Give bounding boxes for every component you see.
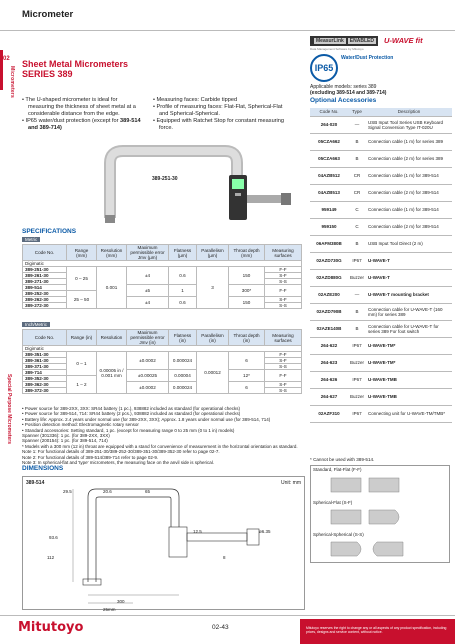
accessory-code: 264-020 (310, 116, 348, 133)
accessory-type: IP67 (348, 252, 366, 269)
accessory-row (310, 269, 452, 286)
dimension-label: 12.5 (193, 529, 202, 534)
accessory-desc: U-WAVE-T (366, 269, 452, 286)
note-line: * Models with a 300 mm (12 in) throat are equipped with a stand for convenience of measurement in the horizontal orientation as standard. (22, 443, 298, 449)
accessory-code: 02AZD730G (310, 252, 348, 269)
accessory-code: 02AZD880G (310, 269, 348, 286)
table-row: 389-272-30 S-S (23, 303, 302, 309)
accessory-code: 02AZE200 (310, 286, 348, 303)
metric-header-row (23, 245, 302, 261)
accessory-type: Buzzer (348, 269, 366, 286)
accessory-type: IP67 (348, 405, 366, 422)
accessory-type: B (348, 150, 366, 167)
face-label: Spherical-Spherical (S-S) (313, 532, 364, 537)
accessory-row (310, 116, 452, 133)
feature-item: • IP65 water/dust protection (except for 389-514 and 389-714) (22, 118, 141, 131)
page-header-title: Micrometer (22, 9, 74, 20)
ip-protection-note: Water/Dust Protection (341, 55, 394, 61)
accessory-row (310, 337, 452, 354)
accessory-type: B (348, 303, 366, 320)
inch-metric-tag: Inch/Metric (22, 322, 50, 327)
accessory-type: — (348, 116, 366, 133)
column-header: Maximum permissible error Jmv (in) (127, 330, 169, 346)
accessory-code: 264-623 (310, 354, 348, 371)
accessory-type: Buzzer (348, 388, 366, 405)
column-header: Range (mm) (67, 245, 97, 261)
features-right (153, 97, 293, 132)
dimension-label: 93.6 (49, 535, 58, 540)
metric-tag: Metric (22, 237, 40, 242)
column-header: Flatness (µm) (169, 245, 197, 261)
sidebar-label-top: Micrometers (9, 66, 15, 98)
accessory-row (310, 133, 452, 150)
accessory-desc: U-WAVE-T (366, 252, 452, 269)
note-line: • Position detection method: Electromagnetic rotary sensor (22, 422, 139, 428)
feature-item: • Equipped with Ratchet Stop for constant measuring force. (153, 118, 285, 131)
table-row: 389-262-30 ±4 0.6 150 S-F (23, 297, 302, 303)
accessory-row (310, 286, 452, 303)
face-label: Spherical-Flat (S-F) (313, 500, 353, 505)
note-line: • Power source for 389-2XX, 3XX: SR44 battery (1 pc.), 938882 included as standard (for operational checks) (22, 406, 240, 411)
accessory-desc: U-WAVE-TM* (366, 354, 452, 371)
dimensions-figure (22, 476, 305, 610)
accessory-type: Buzzer (348, 354, 366, 371)
table-row: 389-352-30 1 – 2 (23, 376, 302, 382)
dimension-label: 25mm (103, 607, 116, 612)
column-header: Code No. (23, 330, 67, 346)
accessory-desc: Connecting unit for U-WAVE-TM/TMB* (366, 405, 452, 422)
accessory-type: — (348, 286, 366, 303)
accessory-type: C (348, 201, 366, 218)
sidebar-page-number: 02 (3, 56, 10, 62)
note-line: Note 1: For functional details of 389-251-30/389-252-30/389-351-30/389-352-30 refer to page 02-7. (22, 449, 220, 455)
accessory-desc: Connection cable (1 m) for 389-514 (366, 201, 452, 218)
table-row: 389-251-30 0 – 25 0.001 ±4 0.6 3 150 F-F (23, 267, 302, 273)
column-header: Flatness (in) (169, 330, 197, 346)
accessory-desc: Connection cable (2 m) for series 389 (366, 150, 452, 167)
dimension-label: 20.6 (103, 489, 112, 494)
accessory-row (310, 252, 452, 269)
column-header: Parallelism (in) (197, 330, 229, 346)
accessory-row (310, 354, 452, 371)
digimatic-label: Digimatic (23, 261, 302, 267)
accessories-footnote: * Cannot be used with 389-514. (310, 457, 375, 462)
column-header: Resolution (97, 330, 127, 346)
column-header: Measuring surfaces (265, 330, 302, 346)
footer-disclaimer: Mitutoyo reserves the right to change any or all aspects of any product specification, including prices, designs and service content, without notice. (306, 626, 447, 634)
accessory-code: 05CZA662 (310, 133, 348, 150)
page-number: 02-43 (212, 624, 229, 631)
accessory-code: 959150 (310, 218, 348, 235)
accessory-row (310, 167, 452, 184)
note-line: Note 3: In spherical-flat and 'type' micrometers, the measuring face on the anvil side is spherical. (22, 460, 215, 466)
inch-spec-table (22, 329, 302, 394)
accessory-code: 05CZA663 (310, 150, 348, 167)
accessories-table (310, 108, 452, 423)
accessory-type: C (348, 218, 366, 235)
table-row: 389-271-30 S-S (23, 279, 302, 285)
accessory-row (310, 235, 452, 252)
accessory-code: 264-622 (310, 337, 348, 354)
mitutoyo-logo: Mitutoyo (18, 620, 84, 635)
digimatic-label: Digimatic (23, 346, 302, 352)
column-header: Parallelism (µm) (197, 245, 229, 261)
product-image-caption: 389-251-30 (152, 176, 178, 182)
dimensions-title: DIMENSIONS (22, 465, 64, 472)
product-image (75, 143, 305, 228)
dimension-label: 65 (145, 489, 151, 494)
specifications-title: SPECIFICATIONS (22, 228, 77, 235)
accessory-desc: U-WAVE-TMB (366, 388, 452, 405)
accessory-row (310, 320, 452, 337)
accessory-desc: Connection cable (2 m) for 389-514 (366, 218, 452, 235)
accessory-code: 04AZB512 (310, 167, 348, 184)
accessory-code: 959149 (310, 201, 348, 218)
accessory-row (310, 303, 452, 320)
note-line: • Standard accessories: Setting standard, 1 pc. (except for measuring range 0 to 25 mm (0 to 1 in) models) (22, 427, 235, 433)
dimension-label: 29.5 (63, 489, 72, 494)
dimension-label: 8 (223, 555, 226, 560)
column-header: Throat depth (mm) (229, 245, 265, 261)
ip65-icon: IP65 (310, 54, 338, 82)
column-header: Measuring surfaces (265, 245, 302, 261)
accessory-type: B (348, 320, 366, 337)
page-title (22, 59, 128, 79)
accessory-row (310, 388, 452, 405)
footer-divider (0, 615, 455, 616)
accessory-row (310, 218, 452, 235)
accessory-desc: U-WAVE-TMB (366, 371, 452, 388)
note-line: • Battery life: Approx. 2.4 years under normal use (for 389-2XX, 3XX); Approx. 1.8 years under normal use (for 389-514, 714) (22, 416, 271, 422)
accessory-desc: USB Input Tool Direct (2 m) (366, 235, 452, 252)
metric-spec-table (22, 244, 302, 309)
accessory-desc: Connection cable for U-WAVE-T for series 389 For foot switch (366, 320, 452, 337)
table-row: 389-372-30 S-S (23, 388, 302, 394)
measurlink-subtitle: Data Management Software by Mitutoyo (310, 47, 364, 51)
ip-applicable-text: Applicable models: series 389 (excluding 389-514 and 389-714) (310, 84, 387, 96)
accessory-desc: Connection cable (2 m) for 389-514 (366, 184, 452, 201)
inch-header-row (23, 330, 302, 346)
dimensions-unit: Unit: mm (281, 480, 301, 486)
dimensions-model: 389-514 (26, 480, 45, 486)
header-divider (0, 30, 455, 31)
note-line: Note 2: For functional details of 389-514/389-714 refer to page 02-9. (22, 454, 159, 460)
spec-notes (22, 406, 302, 465)
column-header: Range (in) (67, 330, 97, 346)
dimension-label: 112 (47, 555, 55, 560)
table-row: 389-252-30 25 – 50 (23, 291, 302, 297)
accessory-type: CR (348, 167, 366, 184)
dimension-label: ø6.35 (259, 529, 271, 534)
page-title-line1: Sheet Metal Micrometers (22, 59, 129, 69)
dimension-label: 300 (117, 599, 125, 604)
accessory-type: CR (348, 184, 366, 201)
accessory-desc: U-WAVE-TM* (366, 337, 452, 354)
accessory-code: 264-626 (310, 371, 348, 388)
table-row: 389-362-30 ±0.0002 0.000024 6 S-F (23, 382, 302, 388)
accessory-code: 04AZB513 (310, 184, 348, 201)
accessory-row (310, 371, 452, 388)
uwave-badge: U-WAVE fit (384, 36, 423, 45)
measuring-faces-figure (310, 465, 450, 563)
face-label: Standard, Flat-Flat (F-F) (313, 467, 362, 472)
note-line: Spanner (301336): 1 pc. (for 389-2XX, 3XX) (22, 433, 110, 439)
accessory-desc: USB Input Tool Series USB Keyboard Signal Conversion Type IT-020U (366, 116, 452, 133)
accessory-row (310, 184, 452, 201)
table-row: 389-514 ±5 1 300* F-F (23, 285, 302, 291)
features-left (22, 97, 144, 132)
column-header: Resolution (mm) (97, 245, 127, 261)
column-header: Description (366, 108, 452, 116)
accessory-row (310, 405, 452, 422)
accessory-code: 02AZF310 (310, 405, 348, 422)
column-header: Type (348, 108, 366, 116)
accessory-code: 02AZD790B (310, 303, 348, 320)
table-row: 389-371-30 S-S (23, 364, 302, 370)
logo-area (310, 36, 445, 116)
column-header: Code No. (23, 245, 67, 261)
column-header: Maximum permissible error Jmv (µm) (127, 245, 169, 261)
accessories-title: Optional Accessories (310, 97, 377, 104)
feature-item: • The U-shaped micrometer is ideal for measuring the thickness of sheet metal at a considerable distance from the edge. (22, 97, 136, 117)
column-header: Code No. (310, 108, 348, 116)
accessory-desc: Connection cable (1 m) for series 389 (366, 133, 452, 150)
note-line: Spanner (200154): 1 pc. (for 389-514, 714) (22, 438, 108, 444)
accessory-row (310, 201, 452, 218)
note-line: • Power source for 389-514, 714: SR44 battery (2 pcs.), 938882 included as standard (for operational checks) (22, 411, 241, 417)
table-row: 389-714 ±0.00025 0.00004 12* F-F (23, 370, 302, 376)
page-title-line2: SERIES 389 (22, 69, 73, 79)
table-row: 389-361-30 S-F (23, 358, 302, 364)
measurlink-badge: MeasurLink ENABLED (310, 36, 378, 46)
accessory-type: B (348, 235, 366, 252)
accessory-row (310, 150, 452, 167)
table-row: 389-261-30 S-F (23, 273, 302, 279)
sidebar-label-bottom: Special Purpose Micrometers (6, 374, 12, 445)
accessory-desc: Connection cable for U-WAVE-T (160 mm) for series 389 (366, 303, 452, 320)
accessories-header-row (310, 108, 452, 116)
feature-item: • Measuring faces: Carbide tipped (153, 97, 238, 103)
accessory-desc: Connection cable (1 m) for 389-514 (366, 167, 452, 184)
accessory-type: IP67 (348, 337, 366, 354)
column-header: Throat depth (in) (229, 330, 265, 346)
feature-item: • Profile of measuring faces: Flat-Flat, Spherical-Flat and Spherical-Spherical. (153, 104, 283, 117)
table-row: 389-351-30 0 – 1 0.00005 in / 0.001 mm ±0.0002 0.000024 0.00012 6 F-F (23, 352, 302, 358)
accessory-type: IP67 (348, 371, 366, 388)
accessory-code: 06AFM380B (310, 235, 348, 252)
accessory-type: B (348, 133, 366, 150)
accessory-code: 264-627 (310, 388, 348, 405)
accessory-desc: U-WAVE-T mounting bracket (366, 286, 452, 303)
accessory-code: 02AZE140B (310, 320, 348, 337)
